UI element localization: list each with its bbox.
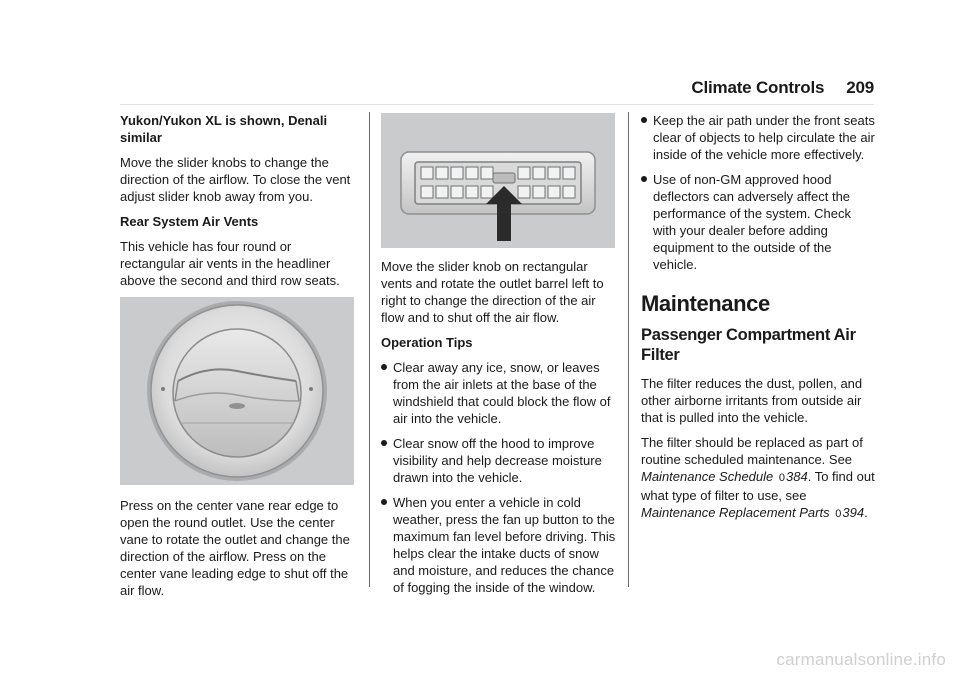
replace-text-mid: . To find out what type of filter to use, see xyxy=(641,469,875,503)
bullet-icon xyxy=(381,499,387,505)
replace-text-start: The filter should be replaced as part of routine scheduled maintenance. See xyxy=(641,435,863,467)
round-vent-icon xyxy=(120,297,354,485)
rectangular-vent-icon xyxy=(381,113,615,248)
replacement-parts-page[interactable]: 394 xyxy=(842,505,865,520)
header-rule xyxy=(120,104,874,105)
rectangular-vent-illustration xyxy=(381,113,615,248)
watermark-text: carmanualsonline.info xyxy=(776,650,946,669)
list-item xyxy=(381,494,617,596)
page-header xyxy=(691,78,874,98)
filter-replacement-paragraph xyxy=(641,434,877,523)
tips-continued-list xyxy=(641,112,877,273)
replacement-parts-link[interactable]: Maintenance Replacement Parts xyxy=(641,505,830,520)
column-divider-1 xyxy=(369,112,370,587)
rectangular-vent-paragraph: Move the slider knob on rectangular vents and rotate the outlet barrel left to right to change the direction of the air flow and to shut off the air flow. xyxy=(381,259,604,325)
rear-vents-paragraph: This vehicle has four round or rectangular air vents in the headliner above the second and third row seats. xyxy=(120,239,340,288)
maintenance-schedule-link[interactable]: Maintenance Schedule xyxy=(641,469,774,484)
bullet-icon xyxy=(641,117,647,123)
tip-text: Keep the air path under the front seats clear of objects to help circulate the air inside of the vehicle more effectively. xyxy=(653,113,875,162)
vehicle-caption: Yukon/Yukon XL is shown, Denali similar xyxy=(120,113,328,145)
column-3 xyxy=(641,112,877,531)
bullet-icon xyxy=(381,440,387,446)
page-ref-icon: 0 xyxy=(778,472,786,484)
tip-text: Clear away any ice, snow, or leaves from the air inlets at the base of the windshield that could block the flow of air into the vehicle. xyxy=(393,360,611,426)
page-ref-icon: 0 xyxy=(835,508,842,520)
bullet-icon xyxy=(641,176,647,182)
column-1 xyxy=(120,112,356,607)
round-vent-illustration xyxy=(120,297,354,485)
slider-paragraph: Move the slider knobs to change the direction of the airflow. To close the vent adjust slider knob away from you. xyxy=(120,155,351,204)
maintenance-schedule-page[interactable]: 384 xyxy=(786,469,808,484)
round-outlet-paragraph: Press on the center vane rear edge to open the round outlet. Use the center vane to rotate the outlet and change the direction of the airflow. Press on the center vane leading edge to shut off the air flow. xyxy=(120,498,350,598)
replace-text-end: . xyxy=(864,505,868,520)
bullet-icon xyxy=(381,364,387,370)
rear-vents-heading: Rear System Air Vents xyxy=(120,214,259,229)
list-item xyxy=(381,359,617,427)
operation-tips-list xyxy=(381,359,617,596)
operation-tips-heading: Operation Tips xyxy=(381,335,473,350)
list-item xyxy=(641,112,877,163)
header-section-title: Climate Controls xyxy=(691,78,825,97)
tip-text: Clear snow off the hood to improve visibility and help decrease moisture drawn into the vehicle. xyxy=(393,436,602,485)
maintenance-heading: Maintenance xyxy=(641,291,770,316)
list-item xyxy=(641,171,877,273)
tip-text: When you enter a vehicle in cold weather, press the fan up button to the maximum fan level before driving. This helps clear the intake ducts of snow and moisture, and reduces the chance of fogging the inside of the window. xyxy=(393,495,616,595)
list-item xyxy=(381,435,617,486)
column-2 xyxy=(381,112,617,604)
column-divider-2 xyxy=(628,112,629,587)
filter-paragraph: The filter reduces the dust, pollen, and other airborne irritants from outside air that is pulled into the vehicle. xyxy=(641,376,863,425)
header-page-number: 209 xyxy=(846,78,874,97)
air-filter-heading: Passenger Compartment Air Filter xyxy=(641,326,856,364)
tip-text: Use of non-GM approved hood deflectors can adversely affect the performance of the system. Check with your dealer before adding equipment to the outside of the vehicle. xyxy=(653,172,851,272)
